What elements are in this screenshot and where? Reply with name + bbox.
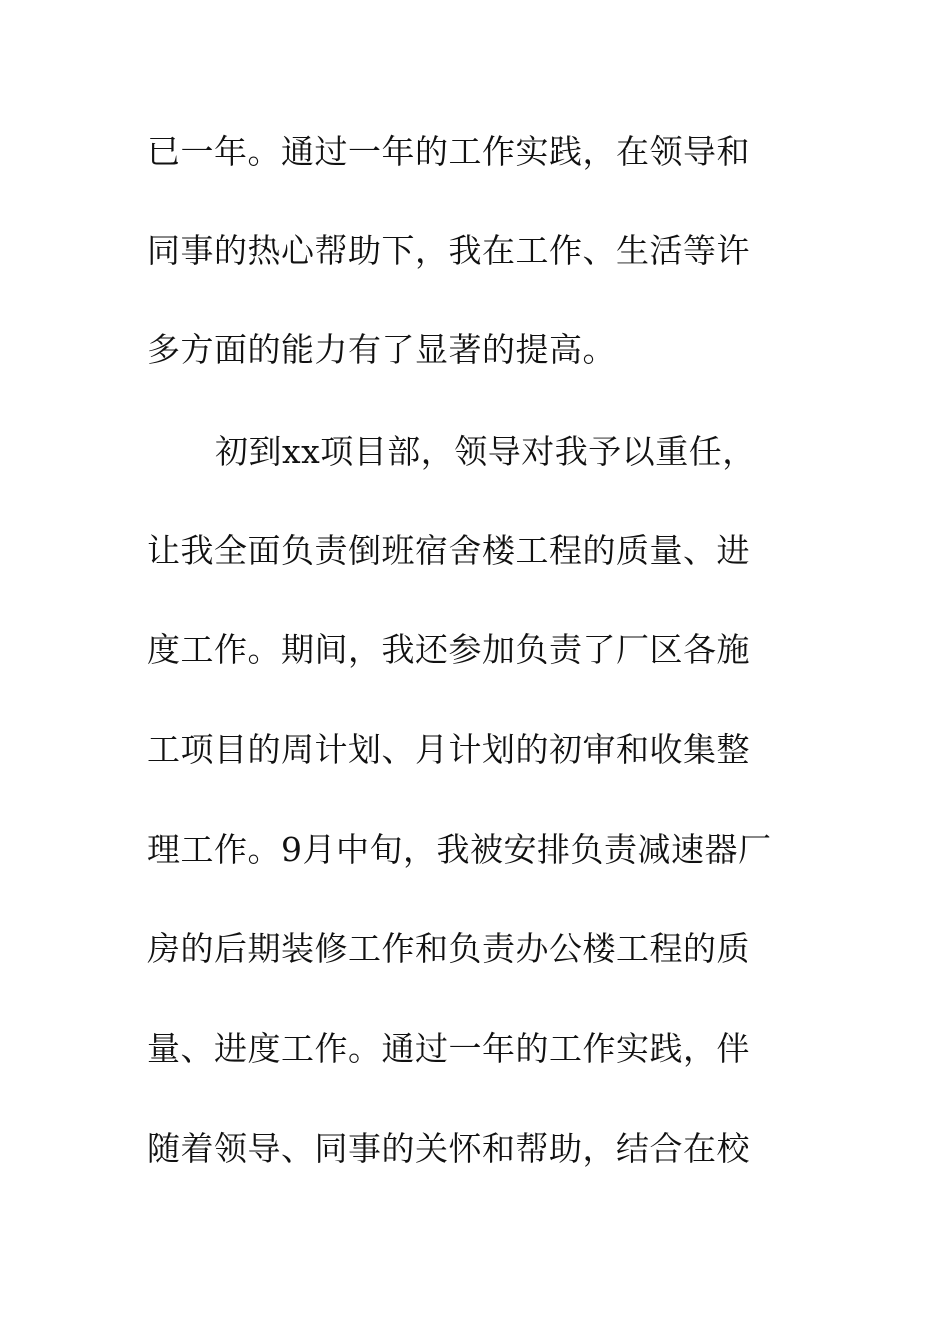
paragraph-first-line: 初到xx项目部，领导对我予以重任， — [215, 432, 756, 471]
text-line: 工项目的周计划、月计划的初审和收集整 — [147, 730, 750, 769]
text-line: 度工作。期间，我还参加负责了厂区各施 — [147, 630, 750, 669]
text-line: 随着领导、同事的关怀和帮助，结合在校 — [147, 1129, 750, 1168]
text-line: 量、进度工作。通过一年的工作实践，伴 — [147, 1029, 750, 1068]
text-line: 让我全面负责倒班宿舍楼工程的质量、进 — [147, 531, 750, 570]
text-line: 房的后期装修工作和负责办公楼工程的质 — [147, 929, 750, 968]
text-line: 理工作。9月中旬，我被安排负责减速器厂 — [147, 830, 772, 869]
text-line: 多方面的能力有了显著的提高。 — [147, 330, 616, 369]
text-line: 同事的热心帮助下，我在工作、生活等许 — [147, 231, 750, 270]
text-line: 已一年。通过一年的工作实践，在领导和 — [147, 132, 750, 171]
